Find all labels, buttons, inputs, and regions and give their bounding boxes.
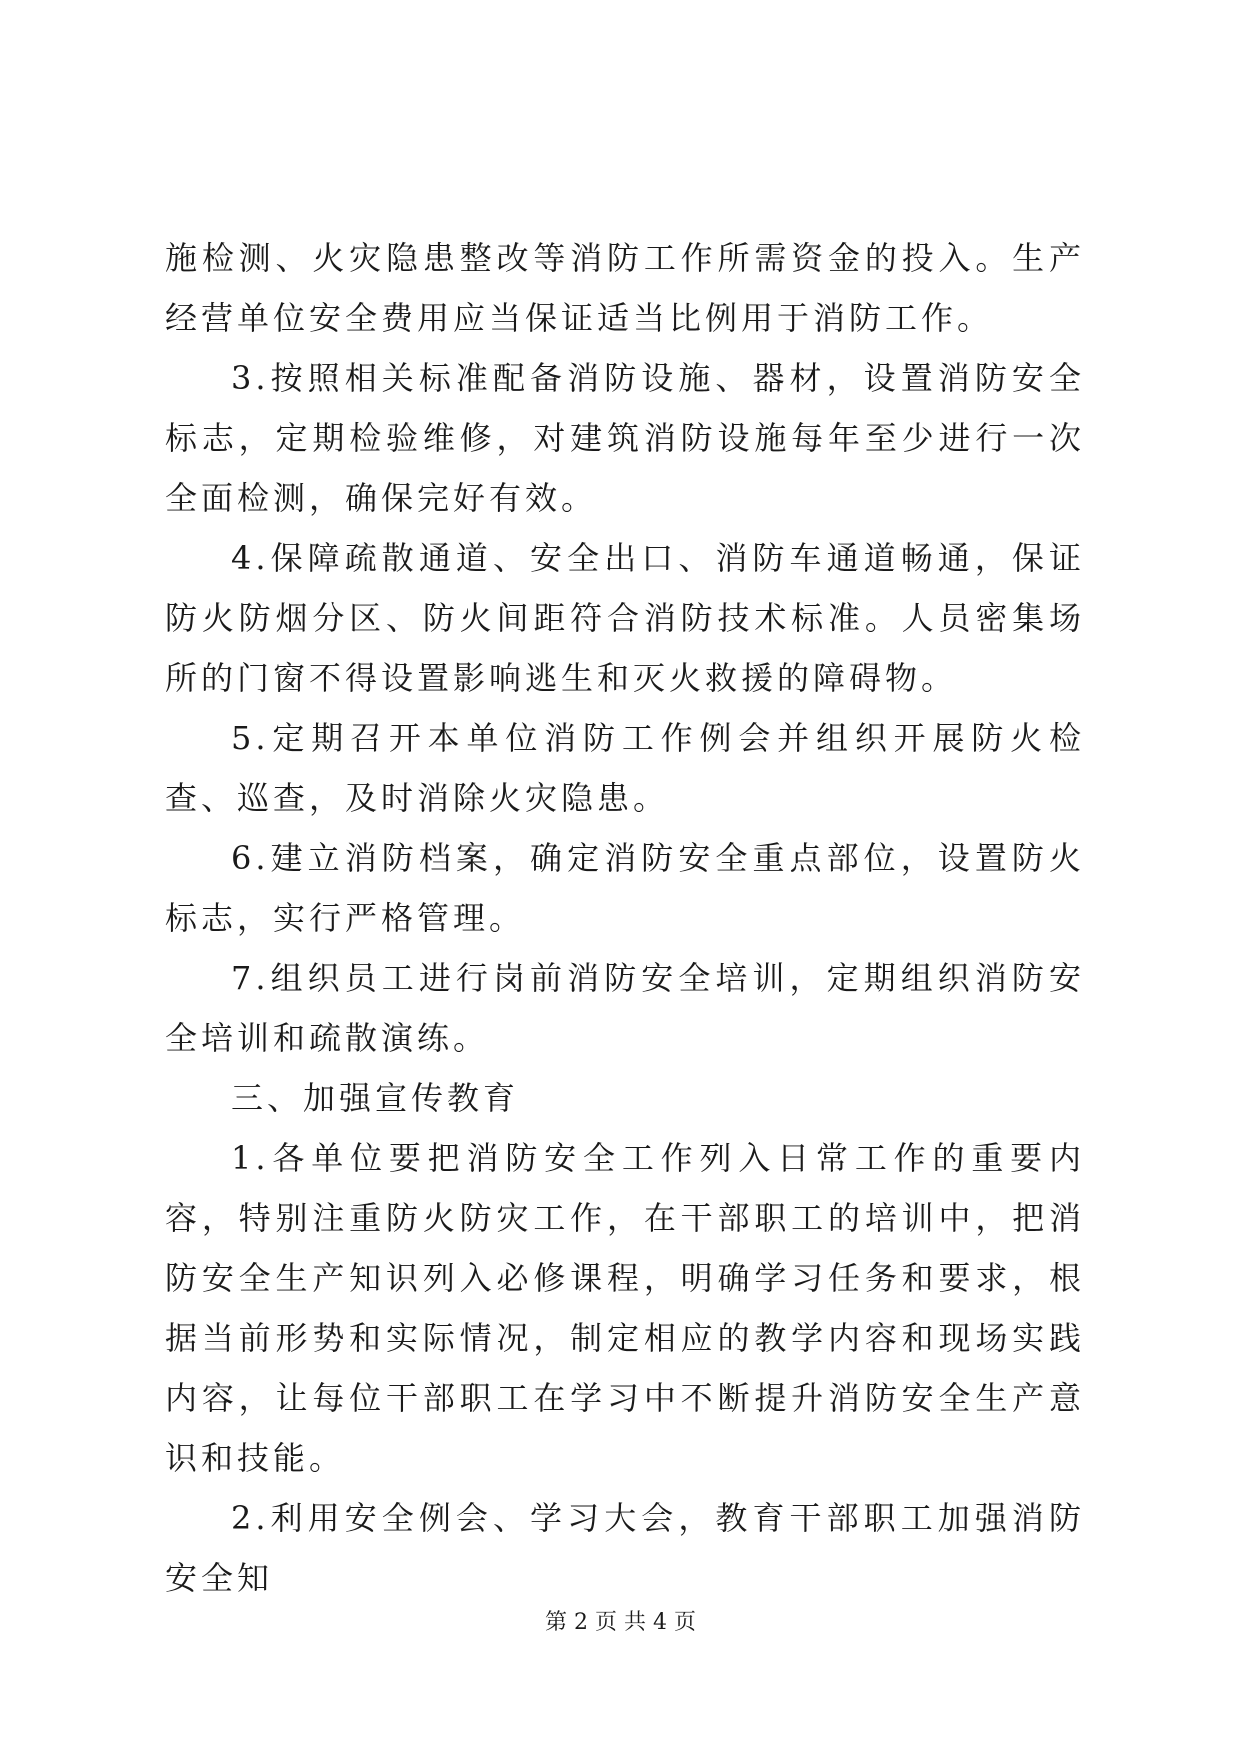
section-heading-3: 三、加强宣传教育	[231, 1079, 520, 1117]
paragraph-section3-item-2: 2.利用安全例会、学习大会，教育干部职工加强消防安全知	[165, 1499, 1085, 1597]
paragraph-item-7: 7.组织员工进行岗前消防安全培训，定期组织消防安全培训和疏散演练。	[165, 959, 1085, 1057]
paragraph-continuation: 施检测、火灾隐患整改等消防工作所需资金的投入。生产经营单位安全费用应当保证适当比例用于消防工作。	[165, 239, 1085, 337]
document-body	[165, 228, 1085, 1608]
paragraph-section3-item-1: 1.各单位要把消防安全工作列入日常工作的重要内容，特别注重防火防灾工作，在干部职工的培训中，把消防安全生产知识列入必修课程，明确学习任务和要求，根据当前形势和实际情况，制定相应的教学内容和现场实践内容，让每位干部职工在学习中不断提升消防安全生产意识和技能。	[165, 1139, 1085, 1477]
page-number-footer: 第 2 页 共 4 页	[545, 1610, 696, 1635]
paragraph-item-4: 4.保障疏散通道、安全出口、消防车通道畅通，保证防火防烟分区、防火间距符合消防技术标准。人员密集场所的门窗不得设置影响逃生和灭火救援的障碍物。	[165, 539, 1085, 697]
paragraph-item-3: 3.按照相关标准配备消防设施、器材，设置消防安全标志，定期检验维修，对建筑消防设施每年至少进行一次全面检测，确保完好有效。	[165, 359, 1085, 517]
paragraph-item-5: 5.定期召开本单位消防工作例会并组织开展防火检查、巡查，及时消除火灾隐患。	[165, 719, 1085, 817]
paragraph-item-6: 6.建立消防档案，确定消防安全重点部位，设置防火标志，实行严格管理。	[165, 839, 1085, 937]
